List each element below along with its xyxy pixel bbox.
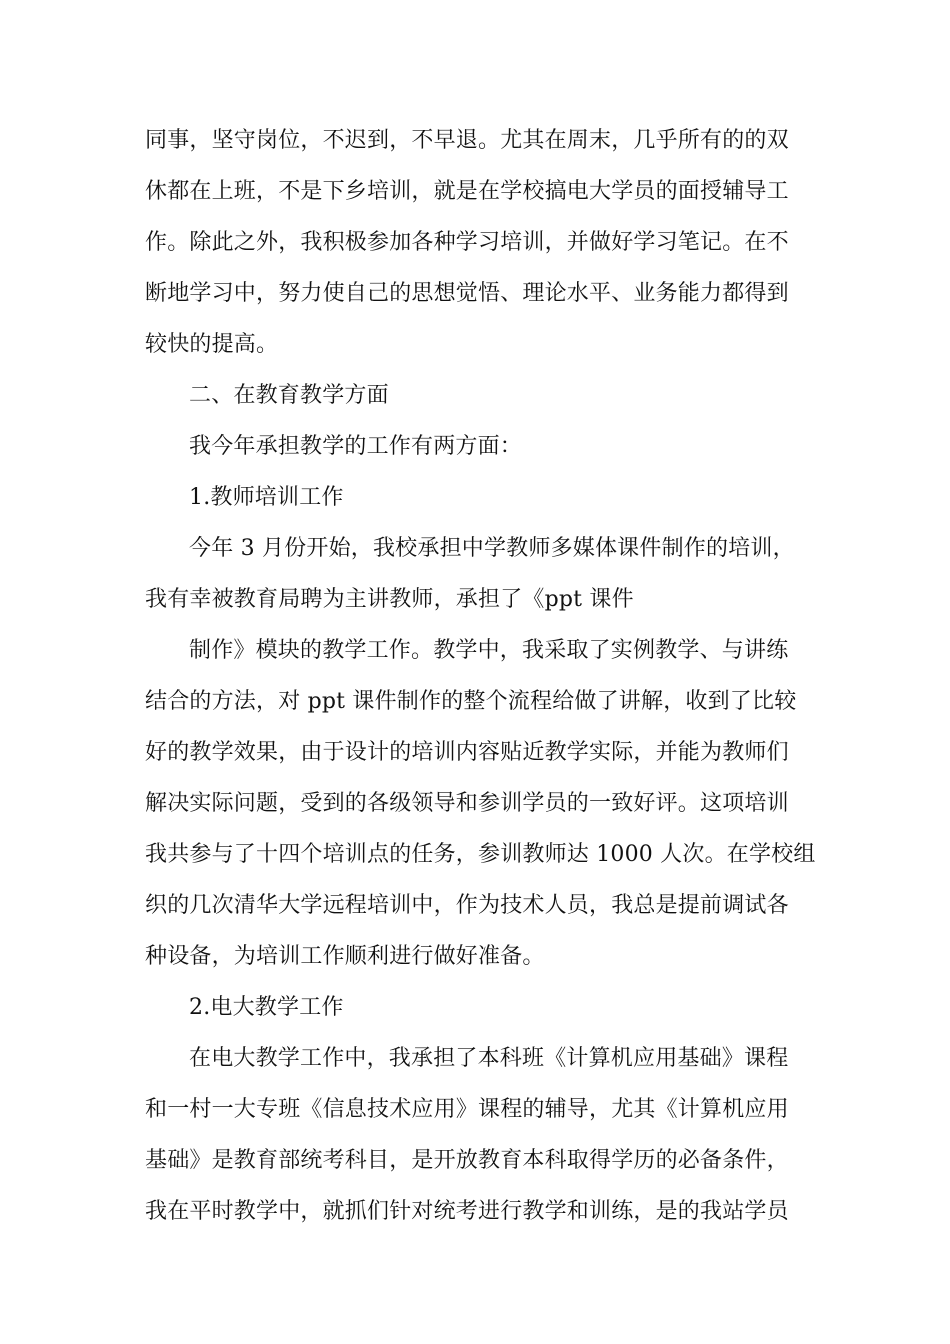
text-line: 解决实际问题，受到的各级领导和参训学员的一致好评。这项培训 bbox=[145, 791, 789, 816]
text-line: 好的教学效果，由于设计的培训内容贴近教学实际，并能为教师们 bbox=[145, 740, 789, 765]
text-line: 我今年承担教学的工作有两方面： bbox=[189, 434, 523, 459]
text-line: 制作》模块的教学工作。教学中，我采取了实例教学、与讲练 bbox=[189, 638, 789, 663]
section-heading: 二、在教育教学方面 bbox=[189, 383, 389, 408]
text-line: 织的几次清华大学远程培训中，作为技术人员，我总是提前调试各 bbox=[145, 893, 789, 918]
text-line: 同事，坚守岗位，不迟到，不早退。尤其在周末，几乎所有的的双 bbox=[145, 128, 789, 153]
text-line: 基础》是教育部统考科目，是开放教育本科取得学历的必备条件， bbox=[145, 1148, 789, 1173]
text-line: 我共参与了十四个培训点的任务，参训教师达 1000 人次。在学校组 bbox=[145, 842, 816, 867]
text-line: 今年 3 月份开始，我校承担中学教师多媒体课件制作的培训， bbox=[189, 536, 795, 561]
text-line: 种设备，为培训工作顺利进行做好准备。 bbox=[145, 944, 545, 969]
text-line: 作。除此之外，我积极参加各种学习培训，并做好学习笔记。在不 bbox=[145, 230, 789, 255]
text-line: 我有幸被教育局聘为主讲教师，承担了《ppt 课件 bbox=[145, 587, 634, 612]
document-body bbox=[145, 115, 816, 1237]
text-line: 断地学习中，努力使自己的思想觉悟、理论水平、业务能力都得到 bbox=[145, 281, 789, 306]
text-line: 和一村一大专班《信息技术应用》课程的辅导，尤其《计算机应用 bbox=[145, 1097, 789, 1122]
text-line: 我在平时教学中，就抓们针对统考进行教学和训练，是的我站学员 bbox=[145, 1199, 789, 1224]
text-line: 较快的提高。 bbox=[145, 332, 279, 357]
text-line: 结合的方法，对 ppt 课件制作的整个流程给做了讲解，收到了比较 bbox=[145, 689, 797, 714]
text-line: 在电大教学工作中，我承担了本科班《计算机应用基础》课程 bbox=[189, 1046, 789, 1071]
subsection-heading: 2.电大教学工作 bbox=[189, 995, 344, 1020]
subsection-heading: 1.教师培训工作 bbox=[189, 485, 344, 510]
text-line: 休都在上班，不是下乡培训，就是在学校搞电大学员的面授辅导工 bbox=[145, 179, 789, 204]
